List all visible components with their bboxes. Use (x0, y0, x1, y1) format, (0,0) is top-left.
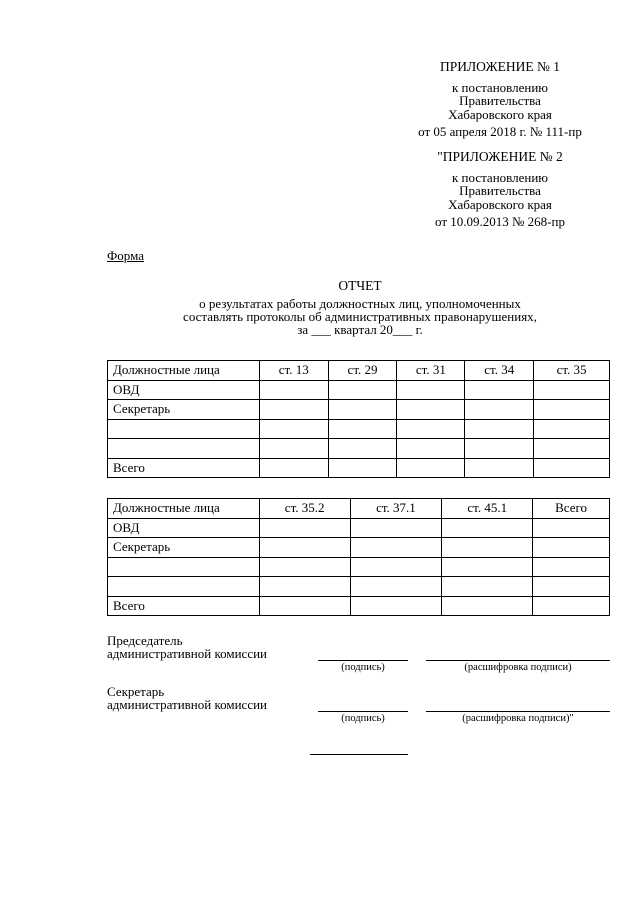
table-row (108, 557, 610, 577)
table-cell[interactable] (259, 518, 350, 538)
table-cell[interactable] (259, 439, 328, 459)
row-label (108, 577, 260, 597)
table-cell[interactable] (328, 458, 397, 478)
row-label: Секретарь (108, 400, 260, 420)
header-art-37-1: ст. 37.1 (350, 499, 442, 519)
table-cell[interactable] (442, 518, 533, 538)
secretary-decode-line[interactable] (426, 711, 610, 712)
report-line1: о результатах работы должностных лиц, уполномоченных (199, 296, 521, 311)
form-label: Форма (107, 248, 144, 263)
report-line2: составлять протоколы об административных правонарушениях, (183, 309, 537, 324)
table-cell[interactable] (350, 577, 442, 597)
table-cell[interactable] (259, 380, 328, 400)
table-cell[interactable] (259, 596, 350, 616)
header-art-31: ст. 31 (397, 361, 465, 381)
appendix-2-date: от 10.09.2013 № 268-пр (435, 214, 565, 229)
row-label: ОВД (108, 380, 260, 400)
secretary-decode-caption: (расшифровка подписи)" (462, 713, 574, 724)
chairman-signature-caption: (подпись) (341, 662, 385, 673)
table-cell[interactable] (259, 557, 350, 577)
header-total: Всего (533, 499, 610, 519)
table-cell[interactable] (328, 380, 397, 400)
chairman-decode-line[interactable] (426, 660, 610, 661)
chairman-label-line2: административной комиссии (107, 646, 268, 661)
secretary-label-line1: Секретарь (107, 684, 165, 699)
appendix-1-block (380, 60, 620, 139)
table-cell[interactable] (465, 458, 534, 478)
secretary-label-line2: административной комиссии (107, 697, 268, 712)
table-cell[interactable] (533, 518, 610, 538)
table-cell[interactable] (350, 557, 442, 577)
report-title: ОТЧЕТ (338, 278, 382, 293)
appendix-1-line3: Хабаровского края (448, 106, 552, 122)
header-officials: Должностные лица (108, 361, 260, 381)
table-row (108, 439, 610, 459)
secretary-signature-line[interactable] (318, 711, 408, 712)
table-row (108, 538, 610, 558)
table-cell[interactable] (350, 596, 442, 616)
header-art-35: ст. 35 (534, 361, 610, 381)
table-cell[interactable] (442, 538, 533, 558)
table-cell[interactable] (350, 538, 442, 558)
appendix-1-title: ПРИЛОЖЕНИЕ № 1 (439, 59, 561, 74)
table-row (108, 577, 610, 597)
table-cell[interactable] (465, 419, 534, 439)
table-cell[interactable] (533, 557, 610, 577)
table-cell[interactable] (259, 400, 328, 420)
table-row (108, 518, 610, 538)
articles-table-2 (107, 498, 610, 616)
row-label: ОВД (108, 518, 260, 538)
table-cell[interactable] (259, 458, 328, 478)
table-cell[interactable] (397, 400, 465, 420)
row-label (108, 419, 260, 439)
row-label: Секретарь (108, 538, 260, 558)
table-cell[interactable] (465, 400, 534, 420)
table-cell[interactable] (442, 596, 533, 616)
table-cell[interactable] (442, 577, 533, 597)
table-cell[interactable] (534, 400, 610, 420)
table-cell[interactable] (397, 419, 465, 439)
table-cell[interactable] (259, 577, 350, 597)
appendix-1-date: от 05 апреля 2018 г. № 111-пр (418, 124, 582, 139)
chairman-decode-caption: (расшифровка подписи) (464, 662, 572, 673)
row-label (108, 439, 260, 459)
appendix-1-line2: Правительства (459, 93, 541, 108)
table-cell[interactable] (534, 439, 610, 459)
header-art-29: ст. 29 (328, 361, 397, 381)
table-cell[interactable] (533, 577, 610, 597)
secretary-label (107, 685, 267, 711)
closing-separator-line (310, 754, 408, 755)
table-cell[interactable] (442, 557, 533, 577)
chairman-label-line1: Председатель (107, 633, 183, 648)
table-cell[interactable] (397, 380, 465, 400)
appendix-2-line2: Правительства (459, 183, 541, 198)
header-art-45-1: ст. 45.1 (442, 499, 533, 519)
table-cell[interactable] (328, 400, 397, 420)
table-cell[interactable] (465, 439, 534, 459)
report-heading (100, 279, 620, 336)
row-label: Всего (108, 596, 260, 616)
table-row (108, 380, 610, 400)
table-cell[interactable] (328, 419, 397, 439)
table-cell[interactable] (533, 596, 610, 616)
table-cell[interactable] (350, 518, 442, 538)
secretary-signature-caption: (подпись) (341, 713, 385, 724)
chairman-signature-line[interactable] (318, 660, 408, 661)
header-officials: Должностные лица (108, 499, 260, 519)
table-cell[interactable] (397, 439, 465, 459)
table-cell[interactable] (534, 419, 610, 439)
chairman-label (107, 634, 267, 660)
table-cell[interactable] (534, 458, 610, 478)
table-cell[interactable] (533, 538, 610, 558)
appendix-1-line1: к постановлению (451, 79, 549, 95)
appendix-2-title: "ПРИЛОЖЕНИЕ № 2 (437, 149, 563, 164)
report-line3: за ___ квартал 20___ г. (297, 322, 423, 337)
table-cell[interactable] (259, 419, 328, 439)
table-row (108, 458, 610, 478)
appendix-2-block (380, 150, 620, 229)
header-art-35-2: ст. 35.2 (259, 499, 350, 519)
table-cell[interactable] (534, 380, 610, 400)
table-header-row (108, 361, 610, 381)
appendix-2-line1: к постановлению (451, 169, 549, 185)
articles-table-1 (107, 360, 610, 478)
table-row (108, 419, 610, 439)
header-art-13: ст. 13 (259, 361, 328, 381)
row-label: Всего (108, 458, 260, 478)
table-row (108, 596, 610, 616)
row-label (108, 557, 260, 577)
table-cell[interactable] (397, 458, 465, 478)
table-cell[interactable] (328, 439, 397, 459)
appendix-2-line3: Хабаровского края (448, 196, 552, 212)
table-row (108, 400, 610, 420)
table-cell[interactable] (465, 380, 534, 400)
table-cell[interactable] (259, 538, 350, 558)
header-art-34: ст. 34 (465, 361, 534, 381)
table-header-row (108, 499, 610, 519)
